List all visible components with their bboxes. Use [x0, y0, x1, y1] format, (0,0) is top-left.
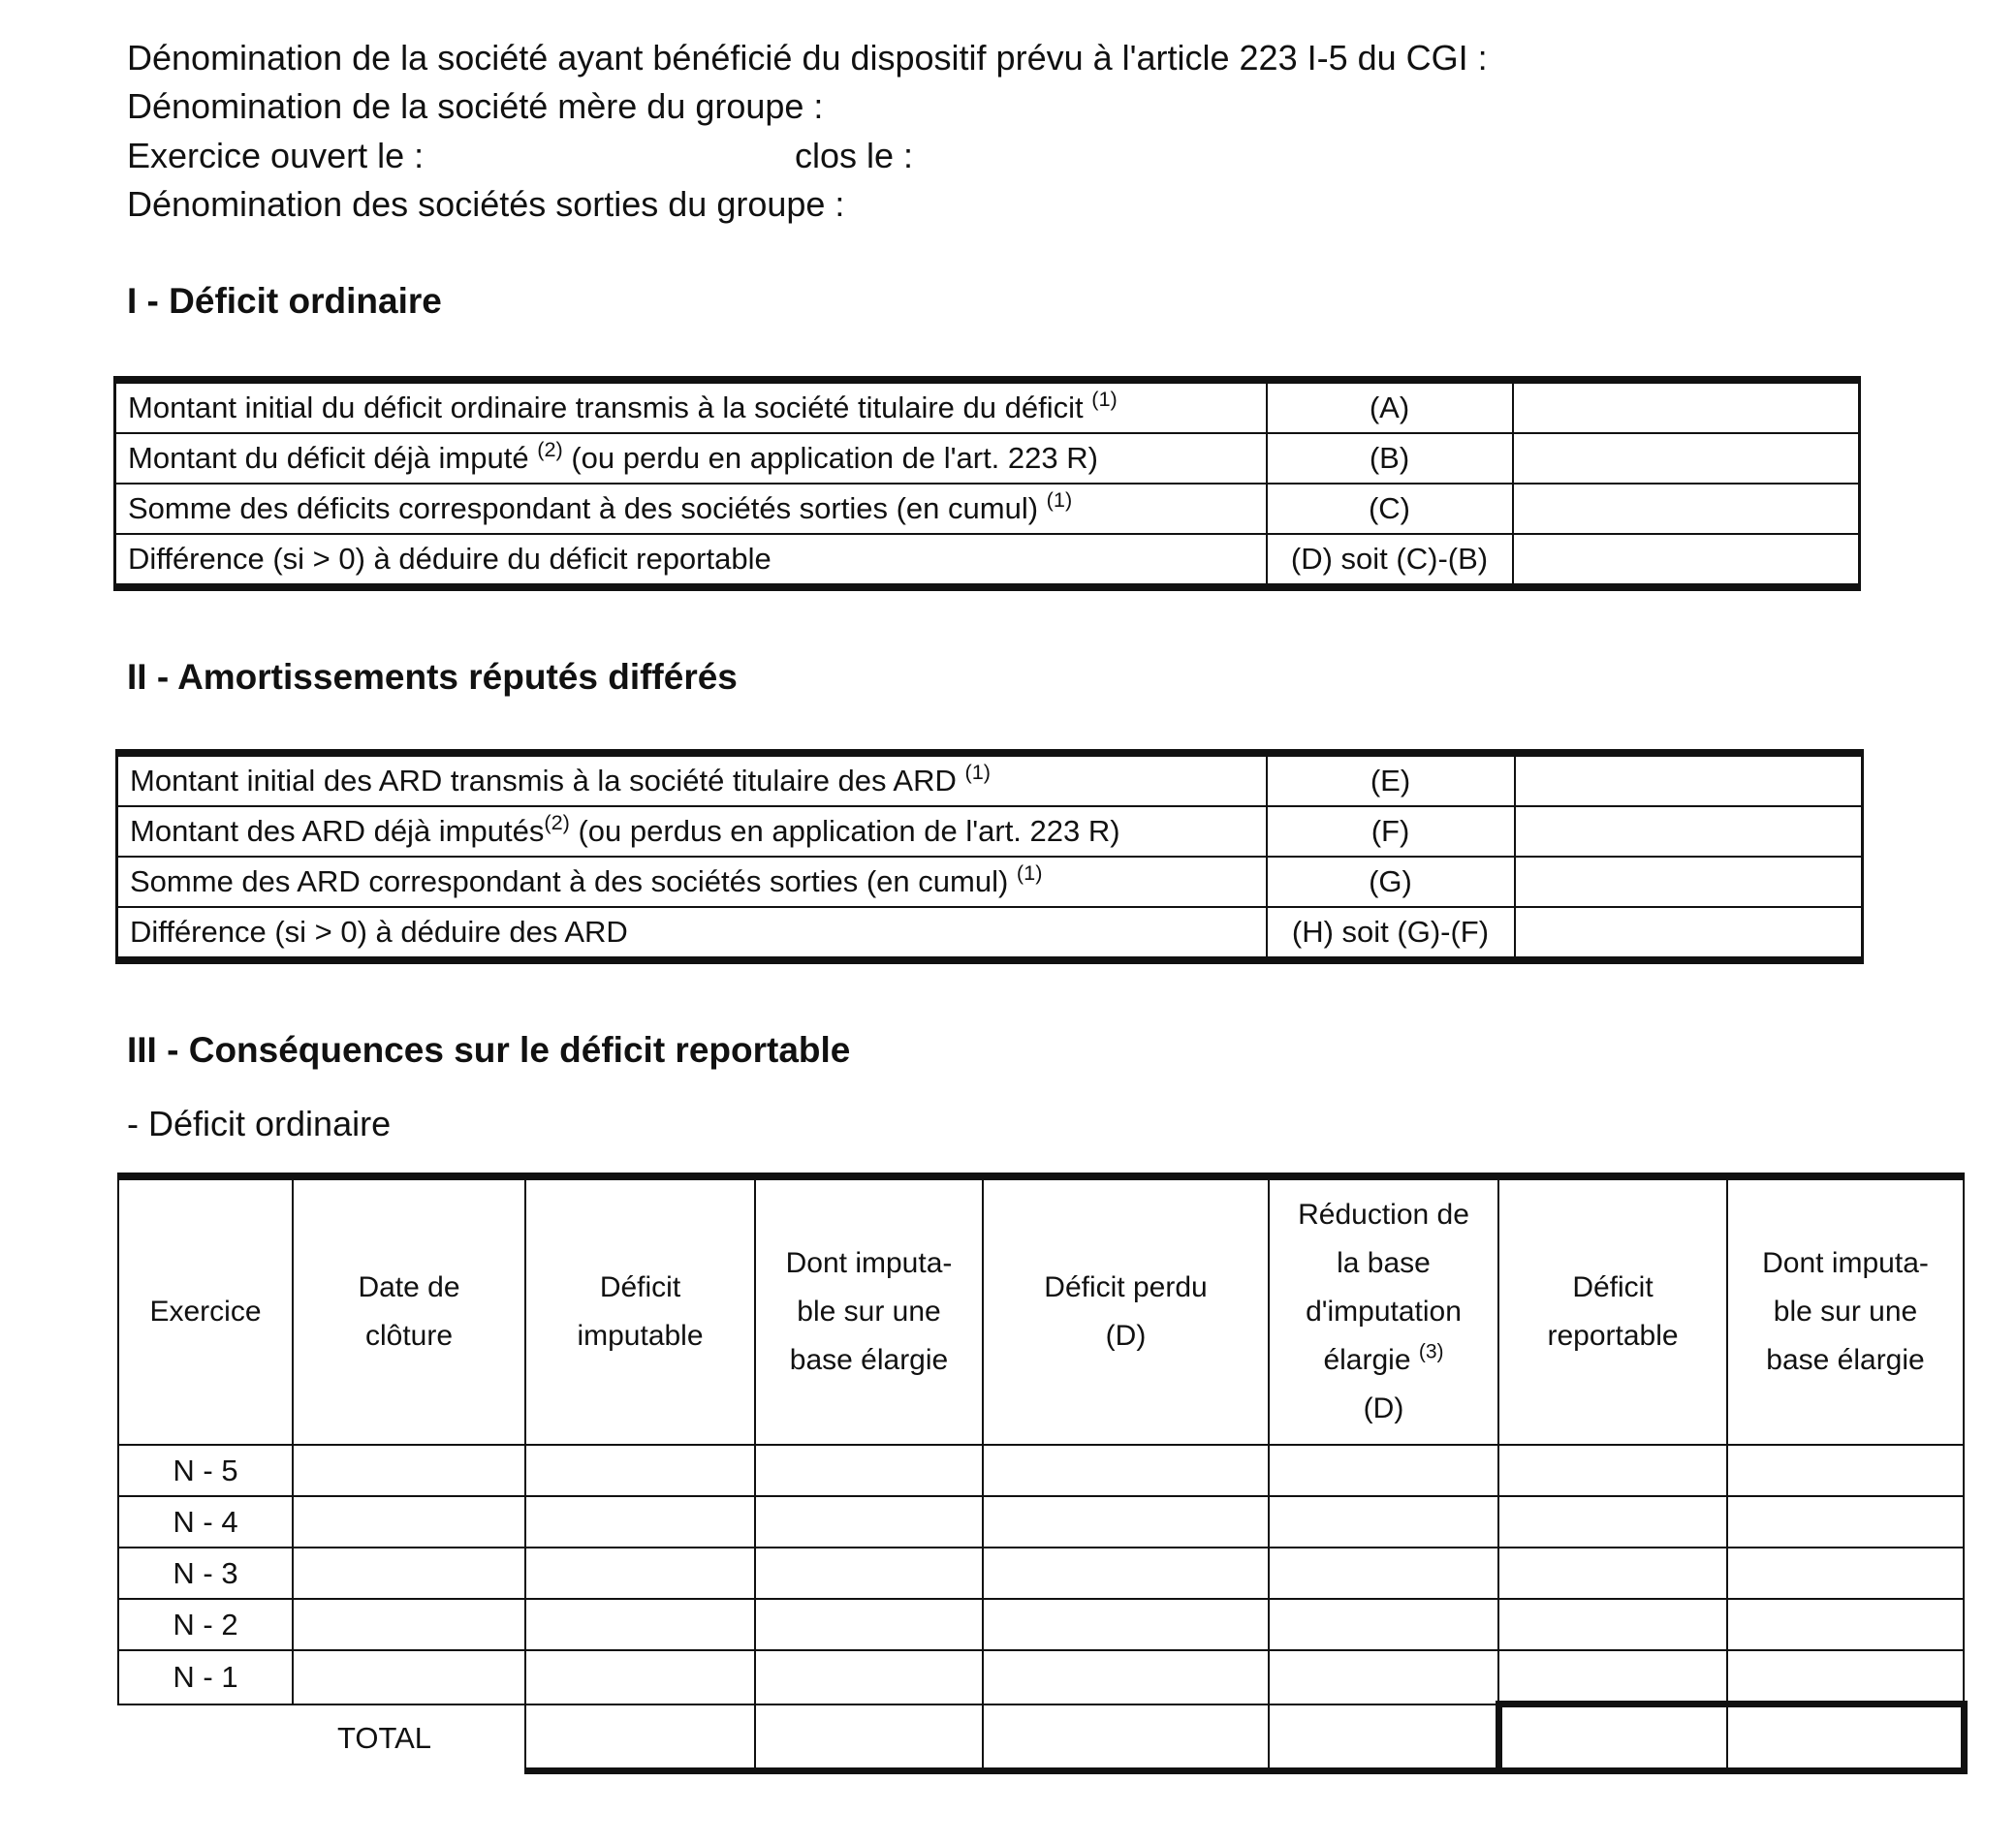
data-cell[interactable]: [983, 1548, 1269, 1599]
total-cell[interactable]: [1498, 1704, 1727, 1771]
data-cell[interactable]: [525, 1599, 755, 1650]
section-3-title: III - Conséquences sur le déficit reportable: [127, 1030, 851, 1070]
company-name-label: Dénomination de la société ayant bénéficié du dispositif prévu à l'article 223 I-5 du CGI :: [127, 38, 1488, 78]
exercice-cell: N - 5: [118, 1445, 293, 1496]
data-cell[interactable]: [525, 1445, 755, 1496]
data-cell[interactable]: [983, 1445, 1269, 1496]
footnote-ref: (1): [1016, 860, 1043, 886]
row-code: (B): [1267, 433, 1513, 484]
row-label: Montant initial du déficit ordinaire transmis à la société titulaire du déficit $^{(1)}$: [115, 380, 1267, 433]
data-cell[interactable]: [525, 1650, 755, 1704]
data-cell[interactable]: [983, 1599, 1269, 1650]
table-row: [115, 484, 1860, 534]
section-1-title: I - Déficit ordinaire: [127, 281, 442, 321]
data-cell[interactable]: [1269, 1599, 1498, 1650]
footnote-ref: (2): [544, 810, 570, 835]
col-header-base-reduction: Réduction de la base d'imputation élargie $^{(3)}$ (D): [1269, 1176, 1498, 1445]
table-row: [118, 1496, 1964, 1548]
data-cell[interactable]: [1269, 1650, 1498, 1704]
table-row: [115, 534, 1860, 587]
data-cell[interactable]: [1727, 1445, 1964, 1496]
footnote-ref: (1): [1091, 387, 1118, 412]
table-row: [118, 1650, 1964, 1704]
footnote-ref: (3): [1418, 1340, 1444, 1363]
data-cell[interactable]: [755, 1650, 983, 1704]
col-header-broad-base-2: Dont imputa- ble sur une base élargie: [1727, 1176, 1964, 1445]
amount-cell[interactable]: [1515, 857, 1863, 907]
data-cell[interactable]: [755, 1599, 983, 1650]
row-label: Différence (si > 0) à déduire des ARD: [117, 907, 1267, 960]
col-header-deficit-lost: Déficit perdu (D): [983, 1176, 1269, 1445]
fiscal-year-close-label: clos le :: [795, 136, 914, 175]
data-cell[interactable]: [1269, 1548, 1498, 1599]
exited-companies-label: Dénomination des sociétés sorties du groupe :: [127, 184, 845, 224]
table-row: [118, 1445, 1964, 1496]
table-row: [117, 907, 1863, 960]
row-label: Différence (si > 0) à déduire du déficit reportable: [115, 534, 1267, 587]
data-cell[interactable]: [293, 1496, 525, 1548]
row-code: (F): [1267, 806, 1515, 857]
col-header-deficit-reportable: Déficit reportable: [1498, 1176, 1727, 1445]
row-code: (E): [1267, 753, 1515, 806]
total-cell[interactable]: [1727, 1704, 1964, 1771]
data-cell[interactable]: [755, 1445, 983, 1496]
row-code: (H) soit (G)-(F): [1267, 907, 1515, 960]
parent-company-label: Dénomination de la société mère du groupe :: [127, 86, 824, 126]
data-cell[interactable]: [1498, 1445, 1727, 1496]
amount-cell[interactable]: [1515, 907, 1863, 960]
col-header-broad-base: Dont imputa- ble sur une base élargie: [755, 1176, 983, 1445]
exercice-cell: N - 2: [118, 1599, 293, 1650]
row-label: Somme des ARD correspondant à des sociétés sorties (en cumul) $^{(1)}$: [117, 857, 1267, 907]
table-row: [117, 857, 1863, 907]
amount-cell[interactable]: [1513, 433, 1860, 484]
amount-cell[interactable]: [1513, 380, 1860, 433]
data-cell[interactable]: [983, 1496, 1269, 1548]
footnote-ref: (2): [537, 437, 563, 462]
data-cell[interactable]: [1269, 1496, 1498, 1548]
data-cell[interactable]: [293, 1599, 525, 1650]
total-cell[interactable]: [755, 1704, 983, 1771]
data-cell[interactable]: [1727, 1599, 1964, 1650]
data-cell[interactable]: [1727, 1496, 1964, 1548]
amount-cell[interactable]: [1513, 534, 1860, 587]
total-cell[interactable]: [1269, 1704, 1498, 1771]
section-3-subtitle: - Déficit ordinaire: [127, 1104, 392, 1143]
exercice-cell: N - 3: [118, 1548, 293, 1599]
row-label: Montant du déficit déjà imputé $^{(2)}$ (ou perdu en application de l'art. 223 R): [115, 433, 1267, 484]
exercice-cell: N - 1: [118, 1650, 293, 1704]
data-cell[interactable]: [1727, 1548, 1964, 1599]
data-cell[interactable]: [293, 1650, 525, 1704]
total-label: TOTAL: [337, 1720, 432, 1755]
fiscal-year-open-label: Exercice ouvert le :: [127, 136, 425, 175]
data-cell[interactable]: [755, 1496, 983, 1548]
amount-cell[interactable]: [1515, 753, 1863, 806]
table-row: [115, 380, 1860, 433]
table-row: [115, 433, 1860, 484]
amount-cell[interactable]: [1515, 806, 1863, 857]
row-code: (D) soit (C)-(B): [1267, 534, 1513, 587]
row-label: Montant initial des ARD transmis à la société titulaire des ARD $^{(1)}$: [117, 753, 1267, 806]
row-label: Montant des ARD déjà imputés$^{(2)}$ (ou perdus en application de l'art. 223 R): [117, 806, 1267, 857]
amount-cell[interactable]: [1513, 484, 1860, 534]
data-cell[interactable]: [293, 1548, 525, 1599]
data-cell[interactable]: [755, 1548, 983, 1599]
row-code: (C): [1267, 484, 1513, 534]
data-cell[interactable]: [525, 1548, 755, 1599]
data-cell[interactable]: [1498, 1599, 1727, 1650]
footnote-ref: (1): [1046, 487, 1073, 513]
row-label: Somme des déficits correspondant à des sociétés sorties (en cumul) $^{(1)}$: [115, 484, 1267, 534]
data-cell[interactable]: [293, 1445, 525, 1496]
total-row: [118, 1704, 1964, 1771]
col-header-exercice: Exercice: [118, 1176, 293, 1445]
data-cell[interactable]: [525, 1496, 755, 1548]
data-cell[interactable]: [1727, 1650, 1964, 1704]
table-row: [118, 1548, 1964, 1599]
data-cell[interactable]: [1269, 1445, 1498, 1496]
table-row: [117, 753, 1863, 806]
row-code: (G): [1267, 857, 1515, 907]
total-cell[interactable]: [525, 1704, 755, 1771]
ard-table: [115, 749, 1864, 964]
section-2-title: II - Amortissements réputés différés: [127, 657, 738, 697]
footnote-ref: (1): [964, 760, 992, 785]
col-header-deficit-imputable: Déficit imputable: [525, 1176, 755, 1445]
data-cell[interactable]: [1498, 1496, 1727, 1548]
total-cell[interactable]: [983, 1704, 1269, 1771]
carryforward-table: [117, 1173, 1968, 1774]
header-row: [118, 1176, 1964, 1445]
ordinary-deficit-table: [113, 376, 1861, 591]
row-code: (A): [1267, 380, 1513, 433]
table-row: [117, 806, 1863, 857]
table-row: [118, 1599, 1964, 1650]
col-header-closing-date: Date de clôture: [293, 1176, 525, 1445]
data-cell[interactable]: [983, 1650, 1269, 1704]
data-cell[interactable]: [1498, 1548, 1727, 1599]
exercice-cell: N - 4: [118, 1496, 293, 1548]
data-cell[interactable]: [1498, 1650, 1727, 1704]
